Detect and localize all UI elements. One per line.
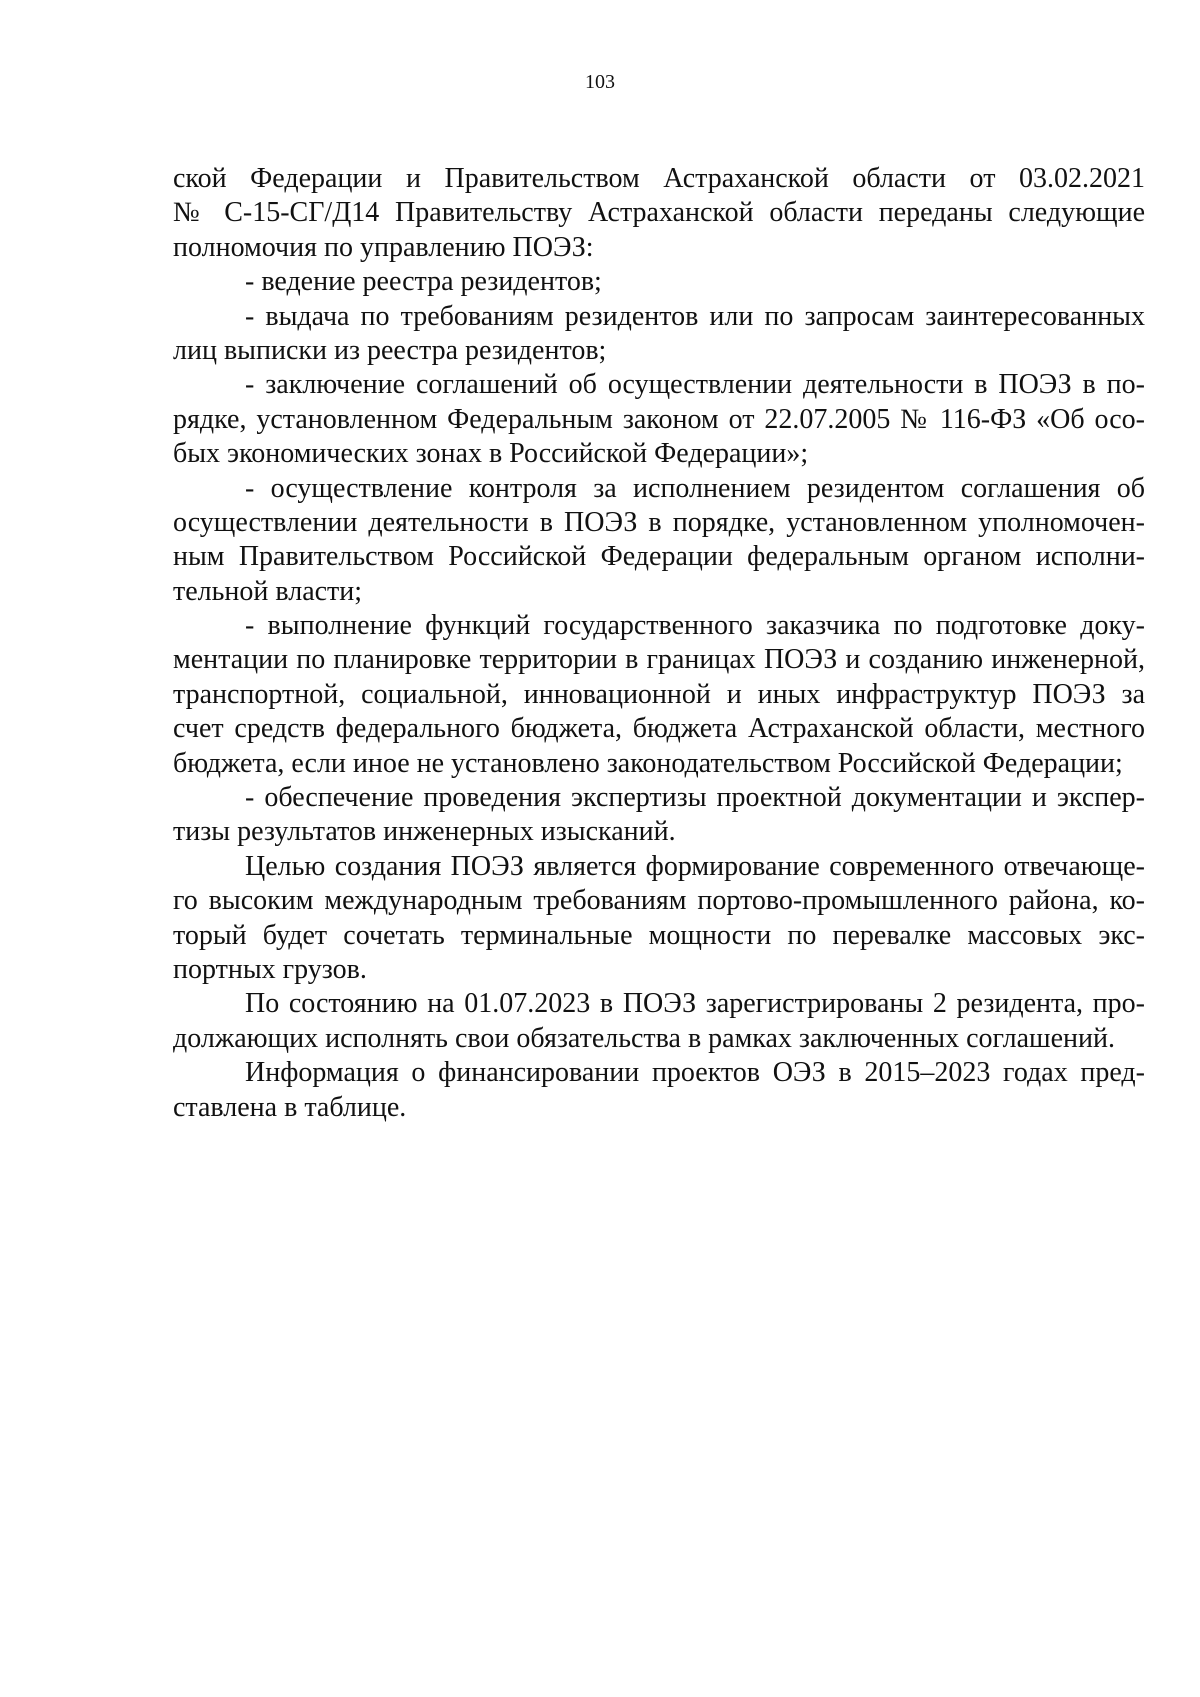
body-text-line: портных грузов. <box>173 953 367 985</box>
document-body <box>173 162 1145 1125</box>
page-number: 103 <box>585 71 615 93</box>
body-text-line: - заключение соглашений об осуществлении деятельности в ПОЭЗ в по- <box>245 369 1145 401</box>
body-text-line: торый будет сочетать терминальные мощности по перевалке массовых экс- <box>173 919 1145 951</box>
body-text-line: счет средств федерального бюджета, бюджета Астраханской области, местного <box>173 713 1145 745</box>
body-text-line: ставлена в таблице. <box>173 1091 407 1123</box>
body-text-line: № С-15-СГ/Д14 Правительству Астраханской области переданы следующие <box>173 197 1145 229</box>
body-text-line: ным Правительством Российской Федерации федеральным органом исполни- <box>173 541 1145 573</box>
body-text-line: рядке, установленном Федеральным законом от 22.07.2005 № 116-ФЗ «Об осо- <box>173 403 1145 435</box>
body-text-line: - выдача по требованиям резидентов или по запросам заинтересованных <box>245 300 1145 332</box>
body-text-line: ской Федерации и Правительством Астраханской области от 03.02.2021 <box>173 163 1145 194</box>
body-text-line: должающих исполнять свои обязательства в рамках заключенных соглашений. <box>173 1022 1115 1054</box>
body-text-line: тизы результатов инженерных изысканий. <box>173 816 676 848</box>
body-text-line: осуществлении деятельности в ПОЭЗ в порядке, установленном уполномочен- <box>173 506 1145 538</box>
body-text-line: Целью создания ПОЭЗ является формирование современного отвечающе- <box>245 850 1145 882</box>
body-text-line: тельной власти; <box>173 575 363 607</box>
body-text-line: Информация о финансировании проектов ОЭЗ в 2015–2023 годах пред- <box>245 1057 1145 1089</box>
body-text-line: полномочия по управлению ПОЭЗ: <box>173 231 594 263</box>
body-text-line: лиц выписки из реестра резидентов; <box>173 334 607 366</box>
body-text-line: - обеспечение проведения экспертизы проектной документации и экспер- <box>245 782 1145 814</box>
body-text-line: транспортной, социальной, инновационной и иных инфраструктур ПОЭЗ за <box>173 678 1145 710</box>
body-text-line: - осуществление контроля за исполнением резидентом соглашения об <box>245 472 1145 504</box>
body-text-line: ментации по планировке территории в границах ПОЭЗ и созданию инженерной, <box>173 644 1145 676</box>
body-text-line: бюджета, если иное не установлено законодательством Российской Федерации; <box>173 747 1123 779</box>
body-text-line: - выполнение функций государственного заказчика по подготовке доку- <box>245 610 1145 642</box>
body-text-line: го высоким международным требованиям портово-промышленного района, ко- <box>173 885 1145 917</box>
body-text-line: - ведение реестра резидентов; <box>245 266 602 298</box>
body-text-line: По состоянию на 01.07.2023 в ПОЭЗ зарегистрированы 2 резидента, про- <box>245 988 1145 1020</box>
body-text-line: бых экономических зонах в Российской Федерации»; <box>173 438 809 470</box>
